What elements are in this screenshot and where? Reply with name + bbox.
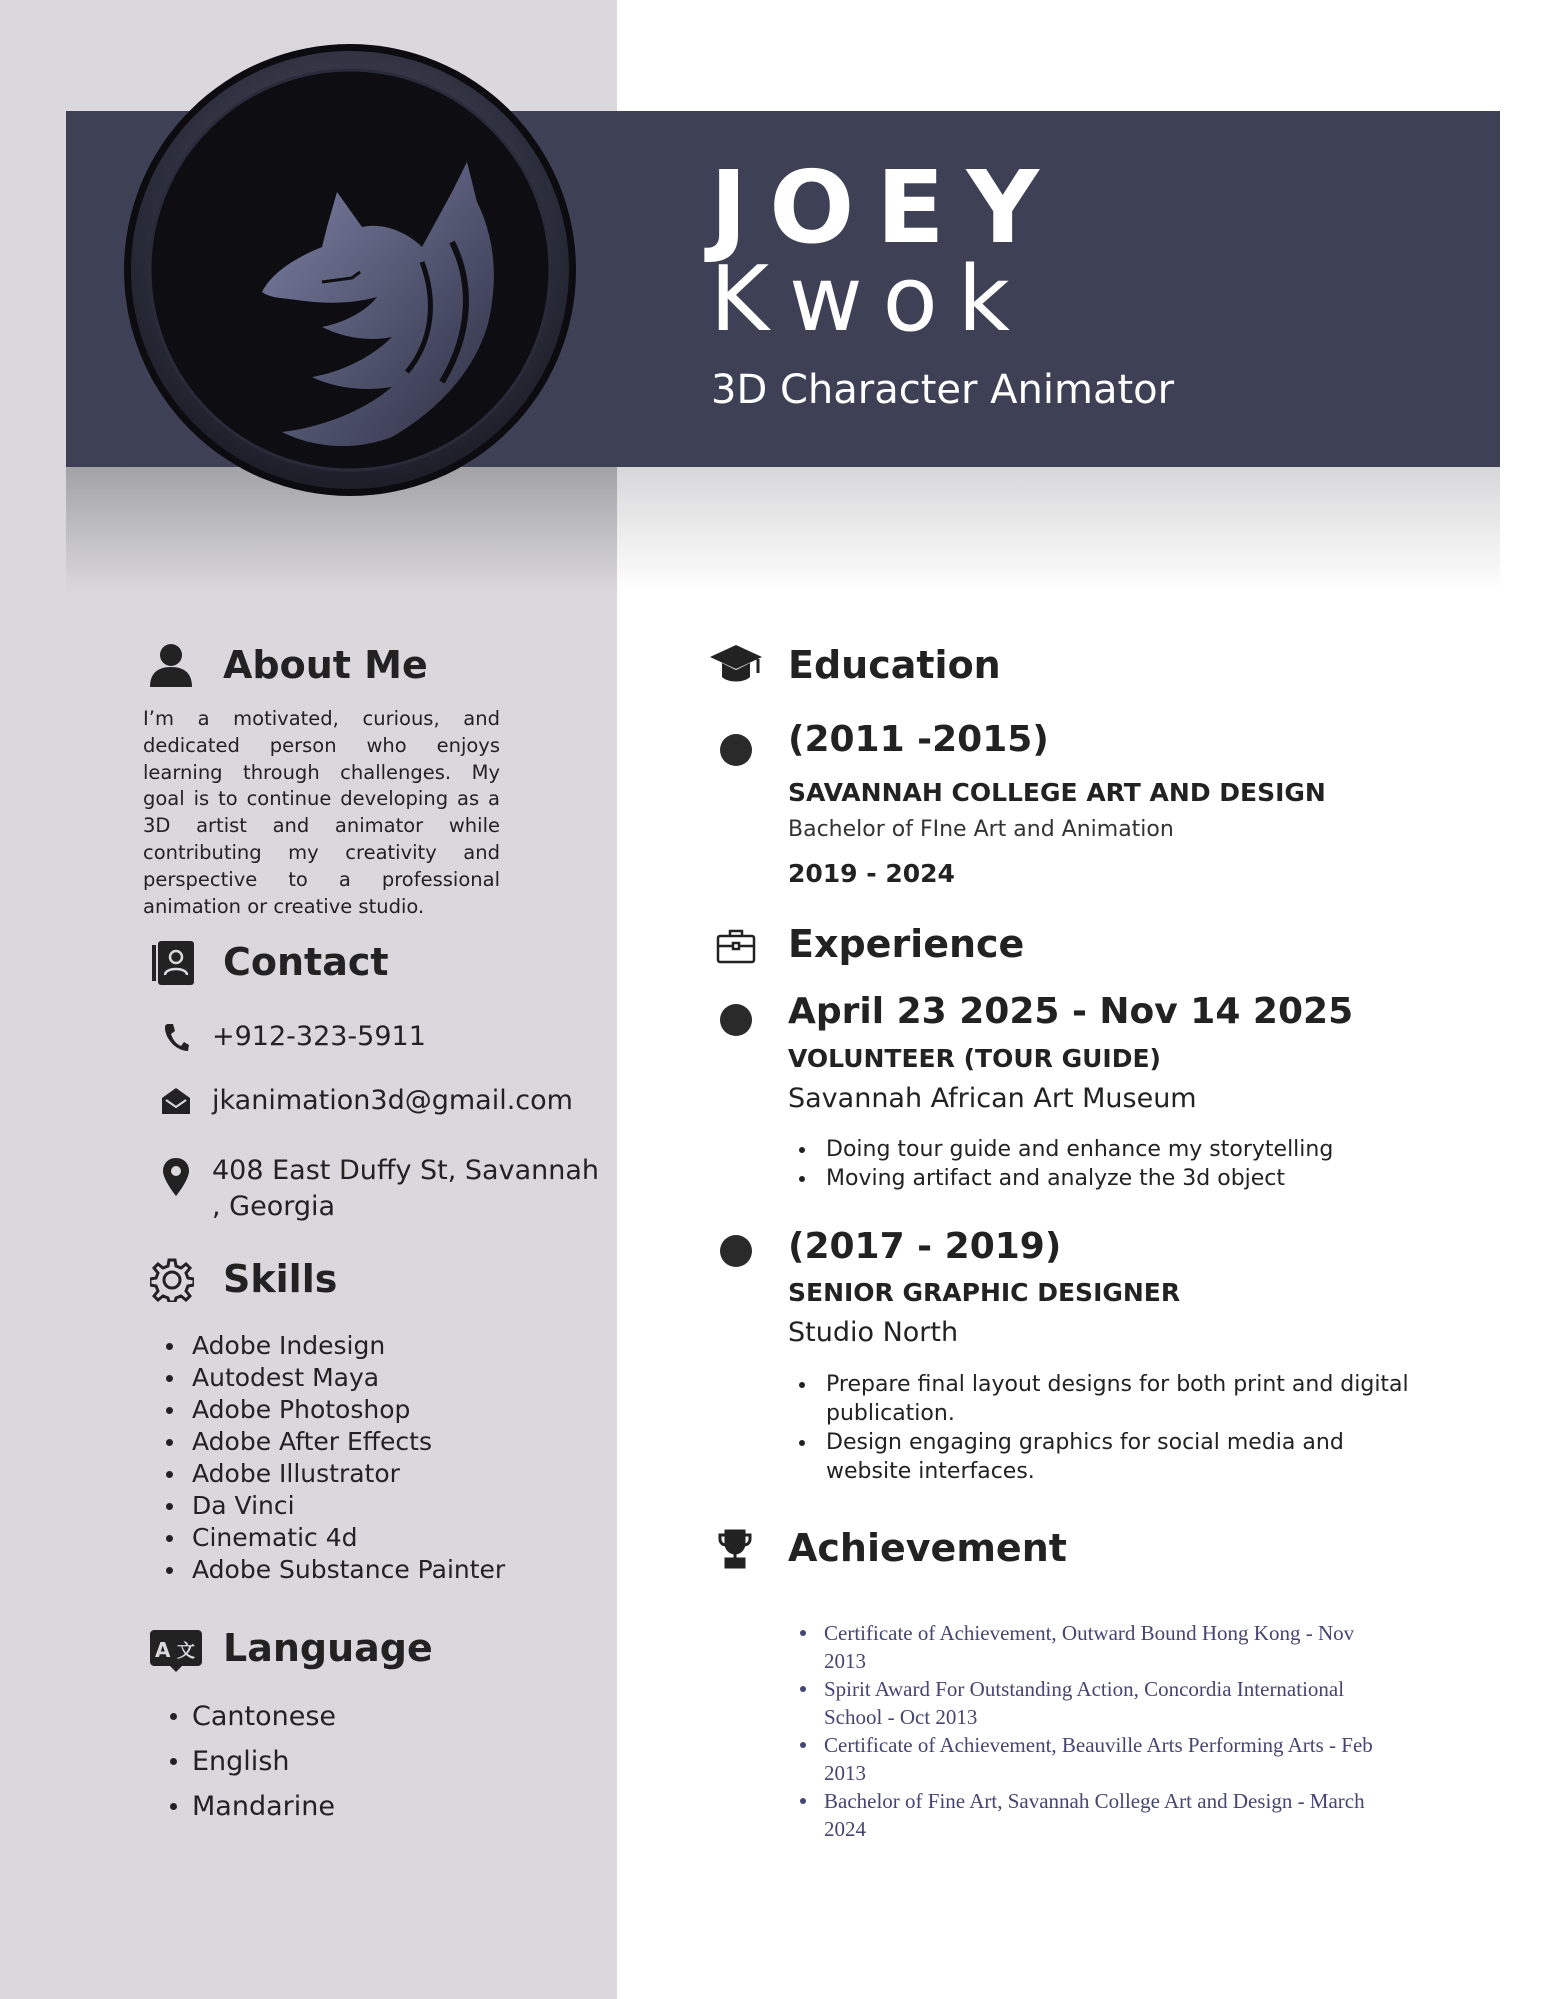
education-degree: Bachelor of FIne Art and Animation xyxy=(788,817,1174,842)
contact-heading: Contact xyxy=(223,940,389,984)
experience-org: Savannah African Art Museum xyxy=(788,1083,1197,1114)
svg-text:A: A xyxy=(155,1638,171,1662)
skills-list xyxy=(144,1330,505,1586)
achievement-heading: Achievement xyxy=(788,1526,1067,1570)
education-heading: Education xyxy=(788,643,1001,687)
experience-dates: April 23 2025 - Nov 14 2025 xyxy=(788,991,1354,1032)
svg-text:文: 文 xyxy=(177,1641,195,1662)
skill-item: Cinematic 4d xyxy=(144,1522,505,1554)
experience-role: SENIOR GRAPHIC DESIGNER xyxy=(788,1278,1181,1307)
contact-phone[interactable]: +912-323-5911 xyxy=(212,1021,426,1052)
achievement-item: Certificate of Achievement, Outward Bound Hong Kong - Nov 2013 xyxy=(790,1619,1390,1675)
last-name: Kwok xyxy=(710,247,1030,352)
phone-icon xyxy=(163,1022,189,1052)
contact-address-line1: 408 East Duffy St, Savannah xyxy=(212,1155,600,1186)
achievement-item: Bachelor of Fine Art, Savannah College Art and Design - March 2024 xyxy=(790,1787,1390,1843)
briefcase-icon xyxy=(716,928,756,964)
contact-book-icon xyxy=(152,941,194,985)
experience-bullet: Moving artifact and analyze the 3d object xyxy=(790,1164,1390,1193)
experience-bullets xyxy=(790,1135,1390,1193)
contact-email[interactable]: jkanimation3d@gmail.com xyxy=(212,1085,573,1116)
banner-shadow-right xyxy=(617,467,1500,592)
experience-role: VOLUNTEER (TOUR GUIDE) xyxy=(788,1044,1161,1073)
experience-org: Studio North xyxy=(788,1317,959,1348)
language-item: English xyxy=(144,1739,336,1784)
trophy-icon xyxy=(718,1529,752,1569)
education-years: (2011 -2015) xyxy=(788,719,1049,760)
location-pin-icon xyxy=(163,1158,189,1196)
education-school: SAVANNAH COLLEGE ART AND DESIGN xyxy=(788,778,1326,807)
education-dates: 2019 - 2024 xyxy=(788,859,955,888)
experience-dates: (2017 - 2019) xyxy=(788,1226,1062,1267)
language-heading: Language xyxy=(223,1626,433,1670)
achievement-item: Spirit Award For Outstanding Action, Concordia International School - Oct 2013 xyxy=(790,1675,1390,1731)
language-item: Mandarine xyxy=(144,1784,336,1829)
timeline-dot xyxy=(720,734,752,766)
experience-bullet: Doing tour guide and enhance my storytelling xyxy=(790,1135,1390,1164)
language-list xyxy=(144,1694,336,1829)
skill-item: Adobe After Effects xyxy=(144,1426,505,1458)
user-icon xyxy=(148,643,194,687)
about-text: I’m a motivated, curious, and dedicated person who enjoys learning through challenges. My goal is to continue developing as a 3D artist and animator while contributing my creativity and perspective to a professional animation or creative studio. xyxy=(143,707,500,918)
skill-item: Adobe Substance Painter xyxy=(144,1554,505,1586)
skill-item: Adobe Photoshop xyxy=(144,1394,505,1426)
language-item: Cantonese xyxy=(144,1694,336,1739)
about-heading: About Me xyxy=(223,643,428,687)
achievement-item: Certificate of Achievement, Beauville Arts Performing Arts - Feb 2013 xyxy=(790,1731,1390,1787)
skill-item: Da Vinci xyxy=(144,1490,505,1522)
experience-bullets xyxy=(790,1370,1420,1486)
timeline-dot xyxy=(720,1004,752,1036)
envelope-icon xyxy=(162,1088,190,1114)
translate-icon xyxy=(150,1630,202,1672)
skill-item: Autodest Maya xyxy=(144,1362,505,1394)
skill-item: Adobe Indesign xyxy=(144,1330,505,1362)
skills-heading: Skills xyxy=(223,1257,338,1301)
first-name: JOEY xyxy=(710,149,1061,266)
graduation-cap-icon xyxy=(710,643,762,687)
achievement-list xyxy=(790,1619,1390,1843)
contact-address-line2: , Georgia xyxy=(212,1191,336,1222)
experience-bullet: Design engaging graphics for social media and website interfaces. xyxy=(790,1428,1420,1486)
experience-heading: Experience xyxy=(788,922,1025,966)
wolf-emblem-icon xyxy=(122,42,578,498)
job-title: 3D Character Animator xyxy=(711,367,1175,413)
gear-icon xyxy=(150,1258,194,1302)
timeline-dot xyxy=(720,1235,752,1267)
skill-item: Adobe Illustrator xyxy=(144,1458,505,1490)
experience-bullet: Prepare final layout designs for both print and digital publication. xyxy=(790,1370,1420,1428)
